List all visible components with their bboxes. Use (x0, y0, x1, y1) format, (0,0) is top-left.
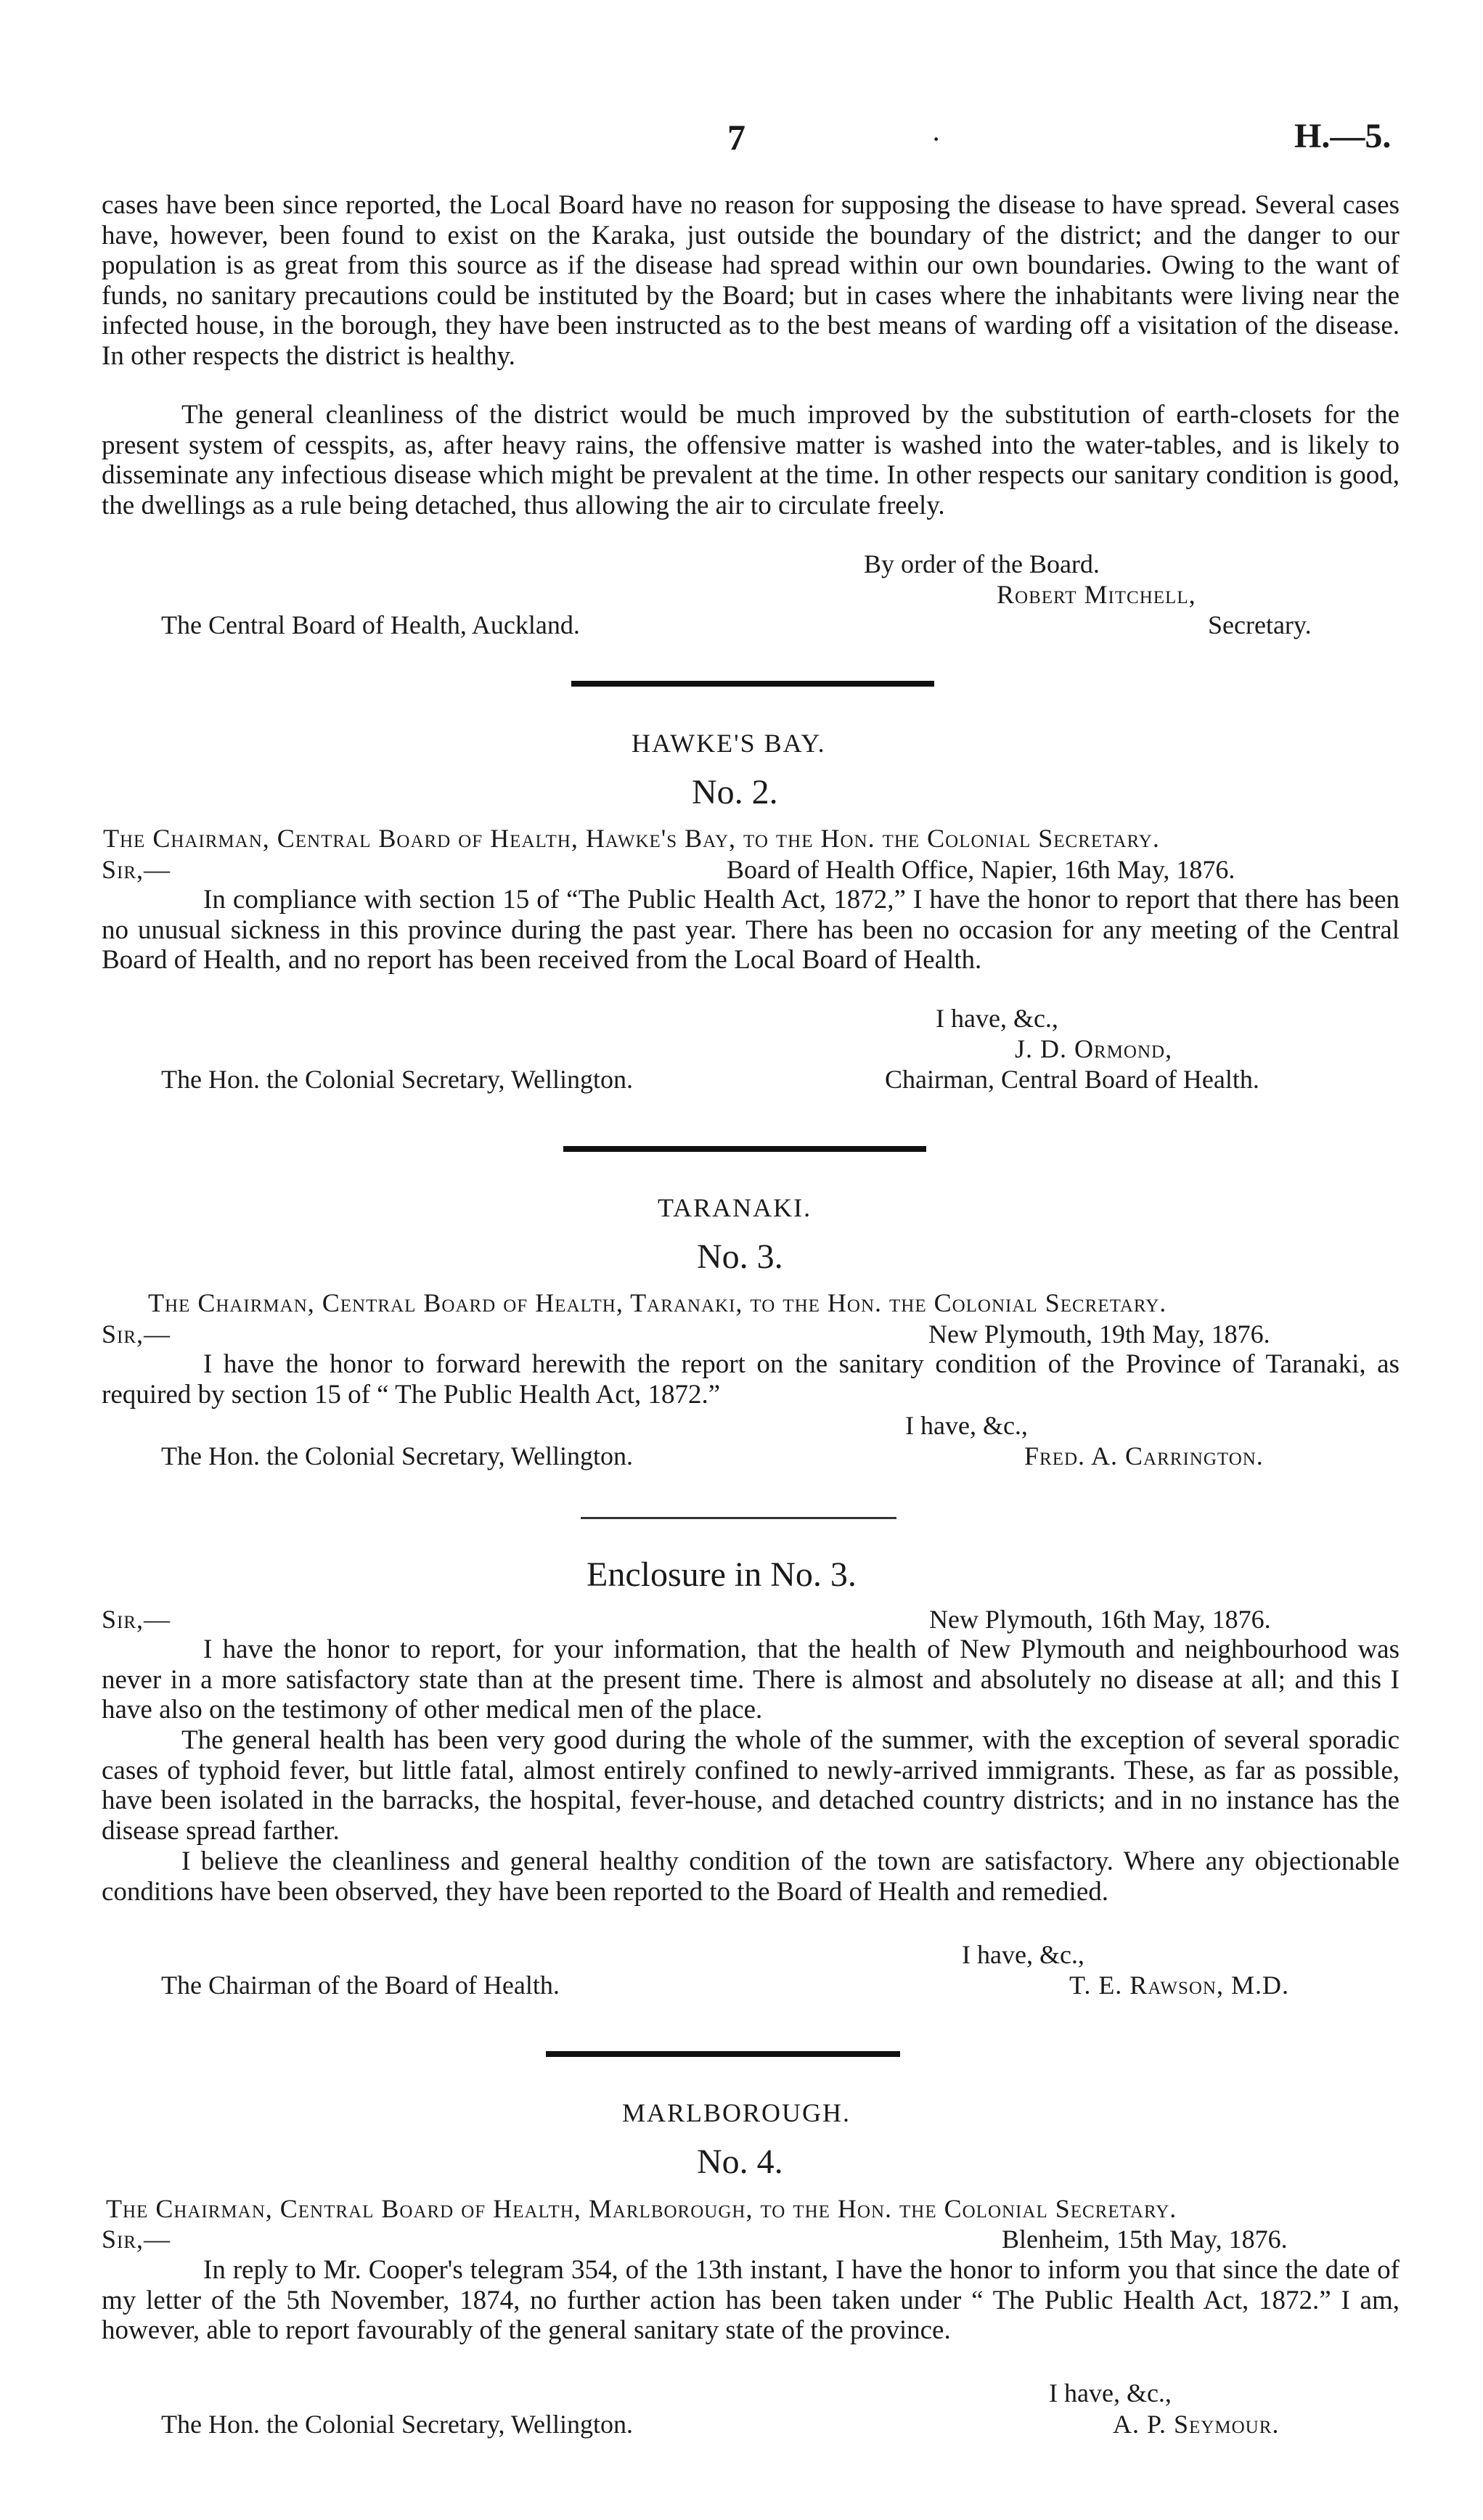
enclosure-address-date: New Plymouth, 16th May, 1876. (929, 1605, 1271, 1634)
hawkes-bay-signatory: J. D. Ormond, (1015, 1034, 1173, 1063)
hawkes-bay-address-date: Board of Health Office, Napier, 16th May, 1876. (727, 855, 1235, 884)
enclosure-rule (581, 1517, 896, 1519)
hawkes-bay-salutation: Sir,— (102, 855, 171, 884)
taranaki-body: I have the honor to forward herewith the report on the sanitary condition of the Province of Taranaki, as required by section 15 of “ The Public Health Act, 1872.” (102, 1349, 1400, 1410)
auckland-paragraph-1: cases have been since reported, the Local Board have no reason for supposing the disease to have spread. Several cases have, however, been found to exist on the Karaka, just outside the boundary of the district; and the danger to our population is as great from this source as if the disease had spread within our own boundaries. Owing to the want of funds, no sanitary precautions could be instituted by the Board; but in cases where the inhabitants were living near the infected house, in the borough, they have been instructed as to the best means of warding off a visitation of the disease. In other respects the district is healthy. (102, 190, 1400, 371)
auckland-paragraph-2: The general cleanliness of the district would be much improved by the substitution of earth-closets for the present system of cesspits, as, after heavy rains, the offensive matter is washed into the water-tables, and is likely to disseminate any infectious disease which might be prevalent at the time. In other respects our sanitary condition is good, the dwellings as a rule being detached, thus allowing the air to circulate freely. (102, 400, 1400, 520)
hawkes-bay-signatory-title: Chairman, Central Board of Health. (885, 1065, 1259, 1094)
taranaki-closing: I have, &c., (905, 1411, 1028, 1440)
enclosure-salutation: Sir,— (102, 1605, 171, 1634)
section-rule (571, 681, 934, 687)
taranaki-heading: TARANAKI. (658, 1193, 812, 1222)
marlborough-salutation: Sir,— (102, 2225, 171, 2254)
enclosure-closing: I have, &c., (962, 1940, 1084, 1969)
taranaki-salutation: Sir,— (102, 1320, 171, 1349)
marlborough-heading: MARLBOROUGH. (622, 2098, 851, 2127)
taranaki-addressee: The Hon. the Colonial Secretary, Wellington. (161, 1441, 633, 1470)
auckland-signatory: Robert Mitchell, (997, 580, 1196, 609)
enclosure-paragraph-2: The general health has been very good during the whole of the summer, with the exception of several sporadic cases of typhoid fever, but little fatal, almost entirely confined to newly-arrived immigrants. These, as far as possible, have been isolated in the barracks, the hospital, fever-house, and detached country districts; and in no instance has the disease spread farther. (102, 1725, 1400, 1846)
marlborough-body: In reply to Mr. Cooper's telegram 354, of the 13th instant, I have the honor to inform you that since the date of my letter of the 5th November, 1874, no further action has been taken under “ The Public Health Act, 1872.” I am, however, able to report favourably of the general sanitary state of the province. (102, 2255, 1400, 2345)
marlborough-closing: I have, &c., (1049, 2378, 1172, 2408)
taranaki-from-line: The Chairman, Central Board of Health, Taranaki, to the Hon. the Colonial Secretary. (148, 1288, 1167, 1317)
section-rule (546, 2051, 900, 2057)
page-number: 7 (727, 117, 745, 158)
marlborough-from-line: The Chairman, Central Board of Health, Marlborough, to the Hon. the Colonial Secretary. (106, 2194, 1177, 2223)
enclosure-paragraph-1: I have the honor to report, for your information, that the health of New Plymouth and neighbourhood was never in a more satisfactory state than at the present time. There is almost and absolutely no disease at all; and this I have also on the testimony of other medical men of the place. (102, 1635, 1400, 1725)
marlborough-number: No. 4. (697, 2143, 783, 2181)
taranaki-address-date: New Plymouth, 19th May, 1876. (928, 1320, 1270, 1349)
taranaki-number: No. 3. (697, 1238, 783, 1276)
auckland-signatory-title: Secretary. (1208, 610, 1312, 639)
hawkes-bay-closing: I have, &c., (936, 1004, 1058, 1033)
enclosure-signatory: T. E. Rawson, M.D. (1069, 1971, 1289, 2000)
auckland-addressee: The Central Board of Health, Auckland. (161, 610, 580, 639)
document-code: H.—5. (1294, 117, 1392, 155)
enclosure-paragraph-3: I believe the cleanliness and general healthy condition of the town are satisfactory. Where any objectionable conditions have been observed, they have been reported to the Board of Health and remedied. (102, 1846, 1400, 1907)
hawkes-bay-number: No. 2. (692, 773, 778, 811)
enclosure-addressee: The Chairman of the Board of Health. (161, 1971, 560, 2000)
marlborough-addressee: The Hon. the Colonial Secretary, Wellington. (161, 2410, 633, 2439)
section-rule (563, 1146, 926, 1152)
taranaki-signatory: Fred. A. Carrington. (1024, 1441, 1264, 1470)
hawkes-bay-heading: HAWKE'S BAY. (632, 729, 826, 758)
hawkes-bay-body: In compliance with section 15 of “The Public Health Act, 1872,” I have the honor to report that there has been no unusual sickness in this province during the past year. There has been no occasion for any meeting of the Central Board of Health, and no report has been received from the Local Board of Health. (102, 885, 1400, 975)
enclosure-heading: Enclosure in No. 3. (587, 1555, 857, 1594)
hawkes-bay-from-line: The Chairman, Central Board of Health, Hawke's Bay, to the Hon. the Colonial Secretary. (103, 824, 1160, 853)
marlborough-address-date: Blenheim, 15th May, 1876. (1002, 2225, 1288, 2254)
header-dot: · (931, 123, 941, 155)
by-order-line: By order of the Board. (864, 549, 1100, 578)
hawkes-bay-addressee: The Hon. the Colonial Secretary, Wellington. (161, 1065, 633, 1094)
marlborough-signatory: A. P. Seymour. (1113, 2410, 1280, 2439)
